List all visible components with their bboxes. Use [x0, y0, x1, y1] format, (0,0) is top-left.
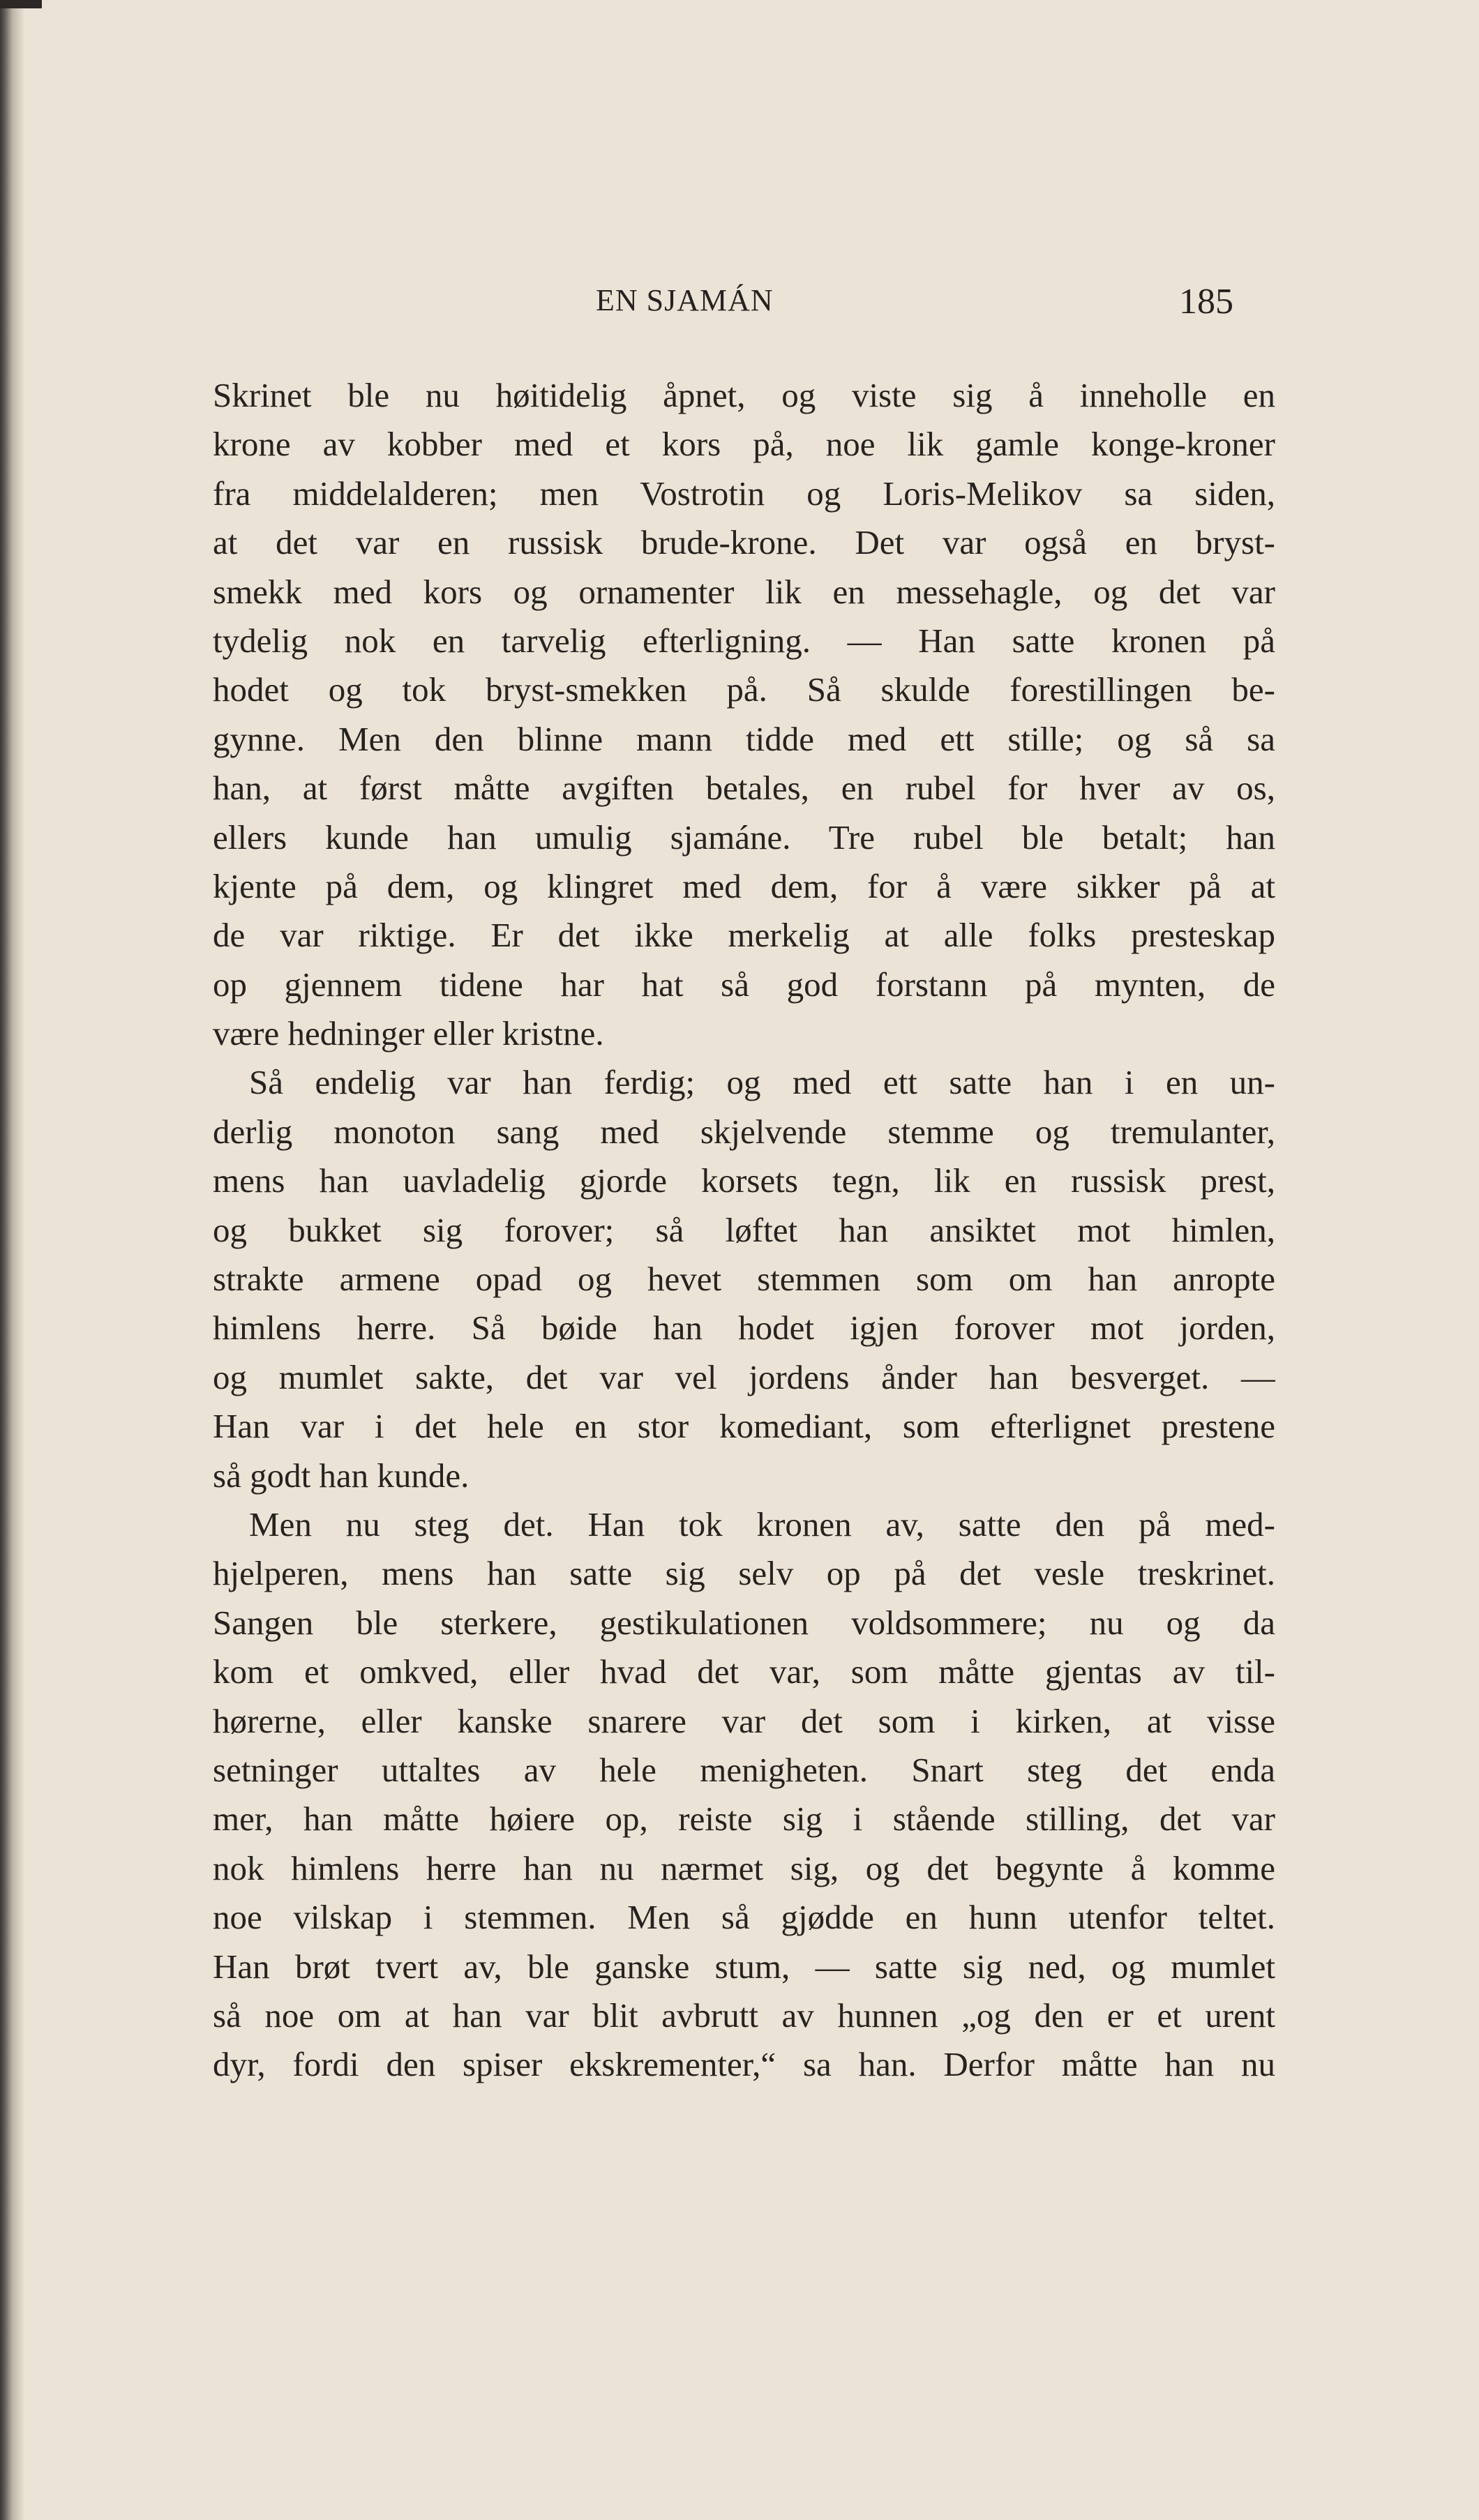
paragraph-start-line: Så endelig var han ferdig; og med ett satte han i en un-	[249, 1063, 1275, 1102]
text-line: gynne. Men den blinne mann tidde med ett stille; og så sa	[213, 719, 1275, 758]
text-line: mer, han måtte høiere op, reiste sig i stående stilling, det var	[213, 1800, 1275, 1839]
page-corner-shadow	[0, 0, 42, 8]
text-line: himlens herre. Så bøide han hodet igjen forover mot jorden,	[213, 1308, 1275, 1348]
text-line: Han var i det hele en stor komediant, som efterlignet prestene	[213, 1407, 1275, 1446]
text-line: krone av kobber med et kors på, noe lik gamle konge-kroner	[213, 425, 1275, 464]
running-header	[0, 282, 1479, 331]
text-line: de var riktige. Er det ikke merkelig at alle folks presteskap	[213, 916, 1275, 955]
text-line: han, at først måtte avgiften betales, en rubel for hver av os,	[213, 769, 1275, 808]
text-line: og mumlet sakte, det var vel jordens ånder han besverget. —	[213, 1357, 1275, 1396]
text-line: smekk med kors og ornamenter lik en messehagle, og det var	[213, 572, 1275, 611]
body-text	[213, 371, 1275, 2090]
page-binding-edge	[0, 0, 24, 2520]
page-number: 185	[1179, 282, 1233, 322]
text-line: noe vilskap i stemmen. Men så gjødde en hunn utenfor teltet.	[213, 1898, 1275, 1937]
text-line: fra middelalderen; men Vostrotin og Loris-Melikov sa siden,	[213, 474, 1275, 513]
text-line: nok himlens herre han nu nærmet sig, og det begynte å komme	[213, 1848, 1275, 1887]
paragraph-start-line: Men nu steg det. Han tok kronen av, satte den på med-	[249, 1504, 1275, 1544]
chapter-title: EN SJAMÁN	[596, 283, 774, 317]
text-line: strakte armene opad og hevet stemmen som om han anropte	[213, 1260, 1275, 1299]
text-line: kom et omkved, eller hvad det var, som måtte gjentas av til-	[213, 1652, 1275, 1691]
text-line: op gjennem tidene har hat så god forstann på mynten, de	[213, 965, 1275, 1004]
text-line: hjelperen, mens han satte sig selv op på det vesle treskrinet.	[213, 1554, 1275, 1593]
text-line: ellers kunde han umulig sjamáne. Tre rubel ble betalt; han	[213, 817, 1275, 857]
text-line: at det var en russisk brude-krone. Det var også en bryst-	[213, 523, 1275, 562]
text-line: derlig monoton sang med skjelvende stemme og tremulanter,	[213, 1112, 1275, 1151]
text-line: Han brøt tvert av, ble ganske stum, — satte sig ned, og mumlet	[213, 1947, 1275, 1986]
paragraph-end-line: så godt han kunde.	[213, 1456, 470, 1495]
paragraph-end-line: være hedninger eller kristne.	[213, 1014, 604, 1053]
text-line: så noe om at han var blit avbrutt av hunnen „og den er et urent	[213, 1995, 1275, 2035]
text-line: mens han uavladelig gjorde korsets tegn, lik en russisk prest,	[213, 1161, 1275, 1200]
text-line: tydelig nok en tarvelig efterligning. — Han satte kronen på	[213, 621, 1275, 660]
text-line: Sangen ble sterkere, gestikulationen voldsommere; nu og da	[213, 1603, 1275, 1642]
text-line: hørerne, eller kanske snarere var det som i kirken, at visse	[213, 1701, 1275, 1740]
text-line: kjente på dem, og klingret med dem, for å være sikker på at	[213, 866, 1275, 905]
text-line: hodet og tok bryst-smekken på. Så skulde forestillingen be-	[213, 670, 1275, 709]
text-line: og bukket sig forover; så løftet han ansiktet mot himlen,	[213, 1210, 1275, 1249]
text-line: dyr, fordi den spiser ekskrementer,“ sa han. Derfor måtte han nu	[213, 2045, 1275, 2084]
text-line: setninger uttaltes av hele menigheten. Snart steg det enda	[213, 1750, 1275, 1789]
text-line: Skrinet ble nu høitidelig åpnet, og viste sig å inneholle en	[213, 376, 1275, 414]
